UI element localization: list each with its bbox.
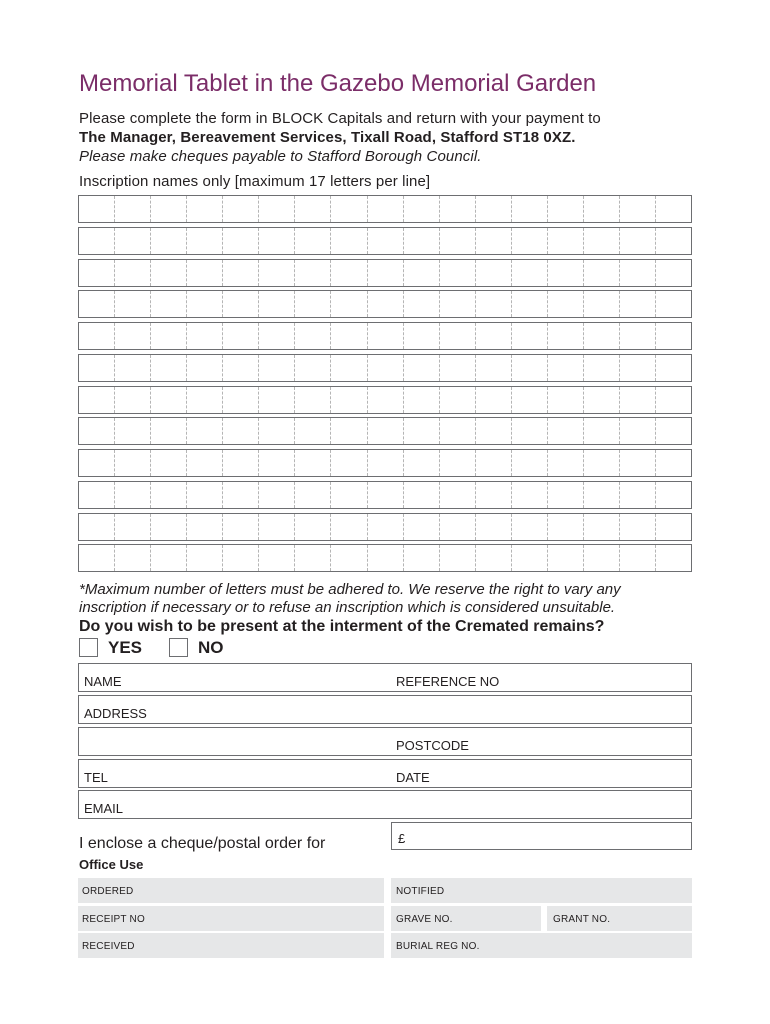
letter-cell[interactable] <box>368 228 404 254</box>
inscription-line[interactable] <box>78 544 692 572</box>
reference-label: REFERENCE NO <box>396 674 500 689</box>
receipt-no-box <box>78 906 384 931</box>
letter-cell[interactable] <box>79 260 115 286</box>
letter-cell[interactable] <box>331 387 367 413</box>
page-title: Memorial Tablet in the Gazebo Memorial Garden <box>79 70 597 97</box>
letter-cell[interactable] <box>187 196 223 222</box>
letter-cell[interactable] <box>187 260 223 286</box>
letter-cell[interactable] <box>295 545 331 571</box>
inscription-line[interactable] <box>78 354 692 382</box>
letter-cell[interactable] <box>187 323 223 349</box>
letter-cell[interactable] <box>259 228 295 254</box>
letter-cell[interactable] <box>223 545 259 571</box>
letter-cell[interactable] <box>295 291 331 317</box>
inscription-line[interactable] <box>78 322 692 350</box>
letter-cell[interactable] <box>223 323 259 349</box>
letter-cell[interactable] <box>187 291 223 317</box>
letter-cell[interactable] <box>584 514 620 540</box>
no-checkbox[interactable] <box>169 638 188 657</box>
letter-cell[interactable] <box>115 514 151 540</box>
letter-cell[interactable] <box>620 323 656 349</box>
burial-reg-no-box <box>391 933 692 958</box>
letter-cell[interactable] <box>512 450 548 476</box>
letter-cell[interactable] <box>223 196 259 222</box>
letter-cell[interactable] <box>368 418 404 444</box>
letter-cell[interactable] <box>548 418 584 444</box>
letter-cell[interactable] <box>259 418 295 444</box>
letter-cell[interactable] <box>620 482 656 508</box>
letter-cell[interactable] <box>476 482 512 508</box>
letter-cell[interactable] <box>223 228 259 254</box>
letter-cell[interactable] <box>512 514 548 540</box>
letter-cell[interactable] <box>656 545 691 571</box>
letter-cell[interactable] <box>79 482 115 508</box>
letter-cell[interactable] <box>295 196 331 222</box>
letter-cell[interactable] <box>656 387 691 413</box>
letter-cell[interactable] <box>620 545 656 571</box>
notified-label: NOTIFIED <box>396 886 445 897</box>
letter-cell[interactable] <box>368 545 404 571</box>
grant-no-box <box>547 906 692 931</box>
letter-cell[interactable] <box>223 291 259 317</box>
letter-cell[interactable] <box>512 482 548 508</box>
interment-question: Do you wish to be present at the interment of the Cremated remains? <box>79 618 605 635</box>
grave-no-label: GRAVE NO. <box>396 914 453 925</box>
letter-cell[interactable] <box>584 228 620 254</box>
letter-cell[interactable] <box>295 450 331 476</box>
letter-cell[interactable] <box>548 545 584 571</box>
letter-cell[interactable] <box>115 196 151 222</box>
letter-cell[interactable] <box>620 291 656 317</box>
letter-cell[interactable] <box>620 514 656 540</box>
letter-cell[interactable] <box>79 514 115 540</box>
letter-cell[interactable] <box>115 545 151 571</box>
letter-cell[interactable] <box>259 196 295 222</box>
letter-cell[interactable] <box>295 482 331 508</box>
letter-cell[interactable] <box>548 323 584 349</box>
letter-cell[interactable] <box>548 291 584 317</box>
letter-cell[interactable] <box>368 387 404 413</box>
pound-sign: £ <box>398 831 406 846</box>
letter-cell[interactable] <box>223 450 259 476</box>
date-label: DATE <box>396 770 430 785</box>
letter-cell[interactable] <box>404 545 440 571</box>
notified-box <box>391 878 692 903</box>
letter-cell[interactable] <box>259 482 295 508</box>
letter-cell[interactable] <box>404 418 440 444</box>
letter-cell[interactable] <box>115 450 151 476</box>
letter-cell[interactable] <box>476 260 512 286</box>
inscription-line[interactable] <box>78 227 692 255</box>
letter-cell[interactable] <box>404 323 440 349</box>
letter-cell[interactable] <box>223 514 259 540</box>
inscription-note-line-2: inscription if necessary or to refuse an inscription which is considered unsuitable. <box>79 599 616 616</box>
letter-cell[interactable] <box>440 355 476 381</box>
letter-cell[interactable] <box>656 196 691 222</box>
letter-cell[interactable] <box>151 323 187 349</box>
letter-cell[interactable] <box>223 482 259 508</box>
letter-cell[interactable] <box>151 514 187 540</box>
letter-cell[interactable] <box>404 355 440 381</box>
letter-cell[interactable] <box>368 355 404 381</box>
letter-cell[interactable] <box>656 260 691 286</box>
letter-cell[interactable] <box>440 482 476 508</box>
intro-instructions: Please complete the form in BLOCK Capitals and return with your payment to <box>79 110 601 127</box>
letter-cell[interactable] <box>440 228 476 254</box>
letter-cell[interactable] <box>331 418 367 444</box>
letter-cell[interactable] <box>151 228 187 254</box>
letter-cell[interactable] <box>656 228 691 254</box>
letter-cell[interactable] <box>368 450 404 476</box>
letter-cell[interactable] <box>187 545 223 571</box>
letter-cell[interactable] <box>512 323 548 349</box>
no-label: NO <box>198 638 224 657</box>
letter-cell[interactable] <box>548 450 584 476</box>
letter-cell[interactable] <box>331 514 367 540</box>
email-field[interactable] <box>78 790 692 819</box>
letter-cell[interactable] <box>440 418 476 444</box>
letter-cell[interactable] <box>331 355 367 381</box>
letter-cell[interactable] <box>79 450 115 476</box>
letter-cell[interactable] <box>79 355 115 381</box>
letter-cell[interactable] <box>440 260 476 286</box>
inscription-line[interactable] <box>78 259 692 287</box>
letter-cell[interactable] <box>187 482 223 508</box>
letter-cell[interactable] <box>295 228 331 254</box>
letter-cell[interactable] <box>476 196 512 222</box>
letter-cell[interactable] <box>259 355 295 381</box>
letter-cell[interactable] <box>548 387 584 413</box>
letter-cell[interactable] <box>584 260 620 286</box>
letter-cell[interactable] <box>368 514 404 540</box>
letter-cell[interactable] <box>223 260 259 286</box>
letter-cell[interactable] <box>187 418 223 444</box>
inscription-line[interactable] <box>78 290 692 318</box>
letter-cell[interactable] <box>79 418 115 444</box>
letter-cell[interactable] <box>79 545 115 571</box>
letter-cell[interactable] <box>331 196 367 222</box>
inscription-line[interactable] <box>78 449 692 477</box>
letter-cell[interactable] <box>548 196 584 222</box>
letter-cell[interactable] <box>512 291 548 317</box>
letter-cell[interactable] <box>368 291 404 317</box>
letter-cell[interactable] <box>404 387 440 413</box>
letter-cell[interactable] <box>259 514 295 540</box>
ordered-label: ORDERED <box>82 886 134 897</box>
letter-cell[interactable] <box>440 387 476 413</box>
tel-label: TEL <box>84 770 108 785</box>
letter-cell[interactable] <box>584 387 620 413</box>
letter-cell[interactable] <box>151 196 187 222</box>
letter-cell[interactable] <box>115 418 151 444</box>
inscription-line[interactable] <box>78 386 692 414</box>
letter-cell[interactable] <box>512 355 548 381</box>
letter-cell[interactable] <box>151 291 187 317</box>
letter-cell[interactable] <box>79 323 115 349</box>
letter-cell[interactable] <box>331 323 367 349</box>
letter-cell[interactable] <box>656 418 691 444</box>
letter-cell[interactable] <box>404 260 440 286</box>
letter-cell[interactable] <box>656 323 691 349</box>
letter-cell[interactable] <box>584 418 620 444</box>
letter-cell[interactable] <box>512 228 548 254</box>
letter-cell[interactable] <box>656 355 691 381</box>
letter-cell[interactable] <box>584 482 620 508</box>
name-field[interactable] <box>78 663 692 692</box>
letter-cell[interactable] <box>187 450 223 476</box>
letter-cell[interactable] <box>223 387 259 413</box>
letter-cell[interactable] <box>548 228 584 254</box>
letter-cell[interactable] <box>79 196 115 222</box>
letter-cell[interactable] <box>295 514 331 540</box>
letter-cell[interactable] <box>404 228 440 254</box>
letter-cell[interactable] <box>584 291 620 317</box>
letter-cell[interactable] <box>512 387 548 413</box>
letter-cell[interactable] <box>440 196 476 222</box>
letter-cell[interactable] <box>656 514 691 540</box>
letter-cell[interactable] <box>151 482 187 508</box>
inscription-line[interactable] <box>78 513 692 541</box>
letter-cell[interactable] <box>440 291 476 317</box>
letter-cell[interactable] <box>368 260 404 286</box>
received-label: RECEIVED <box>82 941 135 952</box>
letter-cell[interactable] <box>151 450 187 476</box>
letter-cell[interactable] <box>512 260 548 286</box>
yes-label: YES <box>108 638 143 657</box>
address-label: ADDRESS <box>84 706 147 721</box>
letter-cell[interactable] <box>115 355 151 381</box>
letter-cell[interactable] <box>548 260 584 286</box>
letter-cell[interactable] <box>476 355 512 381</box>
letter-cell[interactable] <box>259 545 295 571</box>
letter-cell[interactable] <box>512 196 548 222</box>
letter-cell[interactable] <box>548 482 584 508</box>
letter-cell[interactable] <box>476 291 512 317</box>
inscription-note-line-1: *Maximum number of letters must be adhered to. We reserve the right to vary any <box>79 581 621 598</box>
letter-cell[interactable] <box>295 323 331 349</box>
receipt-no-label: RECEIPT NO <box>82 914 145 925</box>
letter-cell[interactable] <box>368 196 404 222</box>
letter-cell[interactable] <box>331 291 367 317</box>
letter-cell[interactable] <box>223 418 259 444</box>
name-label: NAME <box>84 674 122 689</box>
letter-cell[interactable] <box>223 355 259 381</box>
letter-cell[interactable] <box>259 291 295 317</box>
letter-cell[interactable] <box>187 387 223 413</box>
email-label: EMAIL <box>84 801 124 816</box>
letter-cell[interactable] <box>259 323 295 349</box>
letter-cell[interactable] <box>259 450 295 476</box>
return-address: The Manager, Bereavement Services, Tixall Road, Stafford ST18 0XZ. <box>79 129 576 146</box>
letter-cell[interactable] <box>115 482 151 508</box>
letter-cell[interactable] <box>584 323 620 349</box>
letter-cell[interactable] <box>368 323 404 349</box>
letter-cell[interactable] <box>620 418 656 444</box>
tel-date-field[interactable] <box>78 759 692 788</box>
letter-cell[interactable] <box>151 545 187 571</box>
letter-cell[interactable] <box>404 482 440 508</box>
letter-cell[interactable] <box>331 545 367 571</box>
letter-cell[interactable] <box>404 196 440 222</box>
payment-label: I enclose a cheque/postal order for <box>79 835 326 852</box>
letter-cell[interactable] <box>656 482 691 508</box>
letter-cell[interactable] <box>404 450 440 476</box>
letter-cell[interactable] <box>440 450 476 476</box>
letter-cell[interactable] <box>512 545 548 571</box>
office-use-heading: Office Use <box>79 857 144 872</box>
letter-cell[interactable] <box>295 260 331 286</box>
letter-cell[interactable] <box>295 418 331 444</box>
inscription-line[interactable] <box>78 417 692 445</box>
letter-cell[interactable] <box>79 228 115 254</box>
address-postcode-field[interactable] <box>78 727 692 756</box>
letter-cell[interactable] <box>620 228 656 254</box>
inscription-line[interactable] <box>78 195 692 223</box>
letter-cell[interactable] <box>187 355 223 381</box>
letter-cell[interactable] <box>656 450 691 476</box>
letter-cell[interactable] <box>476 387 512 413</box>
letter-cell[interactable] <box>368 482 404 508</box>
letter-cell[interactable] <box>440 545 476 571</box>
ordered-box <box>78 878 384 903</box>
letter-cell[interactable] <box>331 482 367 508</box>
letter-cell[interactable] <box>584 450 620 476</box>
letter-cell[interactable] <box>115 291 151 317</box>
letter-cell[interactable] <box>584 355 620 381</box>
letter-cell[interactable] <box>79 387 115 413</box>
letter-cell[interactable] <box>331 450 367 476</box>
received-box <box>78 933 384 958</box>
letter-cell[interactable] <box>620 260 656 286</box>
letter-cell[interactable] <box>404 291 440 317</box>
grant-no-label: GRANT NO. <box>553 914 611 925</box>
letter-cell[interactable] <box>295 387 331 413</box>
letter-cell[interactable] <box>476 228 512 254</box>
inscription-label: Inscription names only [maximum 17 letters per line] <box>79 173 431 190</box>
burial-reg-no-label: BURIAL REG NO. <box>396 941 480 952</box>
letter-cell[interactable] <box>331 228 367 254</box>
letter-cell[interactable] <box>115 323 151 349</box>
payment-amount-field[interactable] <box>391 822 692 850</box>
letter-cell[interactable] <box>476 450 512 476</box>
postcode-label: POSTCODE <box>396 738 469 753</box>
letter-cell[interactable] <box>440 514 476 540</box>
letter-cell[interactable] <box>187 514 223 540</box>
letter-cell[interactable] <box>620 450 656 476</box>
letter-cell[interactable] <box>620 196 656 222</box>
letter-cell[interactable] <box>476 323 512 349</box>
letter-cell[interactable] <box>548 514 584 540</box>
letter-cell[interactable] <box>187 228 223 254</box>
letter-cell[interactable] <box>548 355 584 381</box>
letter-cell[interactable] <box>584 196 620 222</box>
letter-cell[interactable] <box>440 323 476 349</box>
letter-cell[interactable] <box>151 260 187 286</box>
grave-no-box <box>391 906 541 931</box>
letter-cell[interactable] <box>331 260 367 286</box>
letter-cell[interactable] <box>476 514 512 540</box>
letter-cell[interactable] <box>404 514 440 540</box>
letter-cell[interactable] <box>151 418 187 444</box>
letter-cell[interactable] <box>151 387 187 413</box>
letter-cell[interactable] <box>584 545 620 571</box>
letter-cell[interactable] <box>512 418 548 444</box>
cheque-instructions: Please make cheques payable to Stafford Borough Council. <box>79 148 482 165</box>
letter-cell[interactable] <box>476 545 512 571</box>
letter-cell[interactable] <box>259 387 295 413</box>
inscription-line[interactable] <box>78 481 692 509</box>
letter-cell[interactable] <box>656 291 691 317</box>
letter-cell[interactable] <box>620 387 656 413</box>
letter-cell[interactable] <box>295 355 331 381</box>
letter-cell[interactable] <box>115 387 151 413</box>
letter-cell[interactable] <box>79 291 115 317</box>
letter-cell[interactable] <box>476 418 512 444</box>
letter-cell[interactable] <box>115 260 151 286</box>
address-field[interactable] <box>78 695 692 724</box>
letter-cell[interactable] <box>115 228 151 254</box>
letter-cell[interactable] <box>620 355 656 381</box>
yes-checkbox[interactable] <box>79 638 98 657</box>
letter-cell[interactable] <box>151 355 187 381</box>
letter-cell[interactable] <box>259 260 295 286</box>
